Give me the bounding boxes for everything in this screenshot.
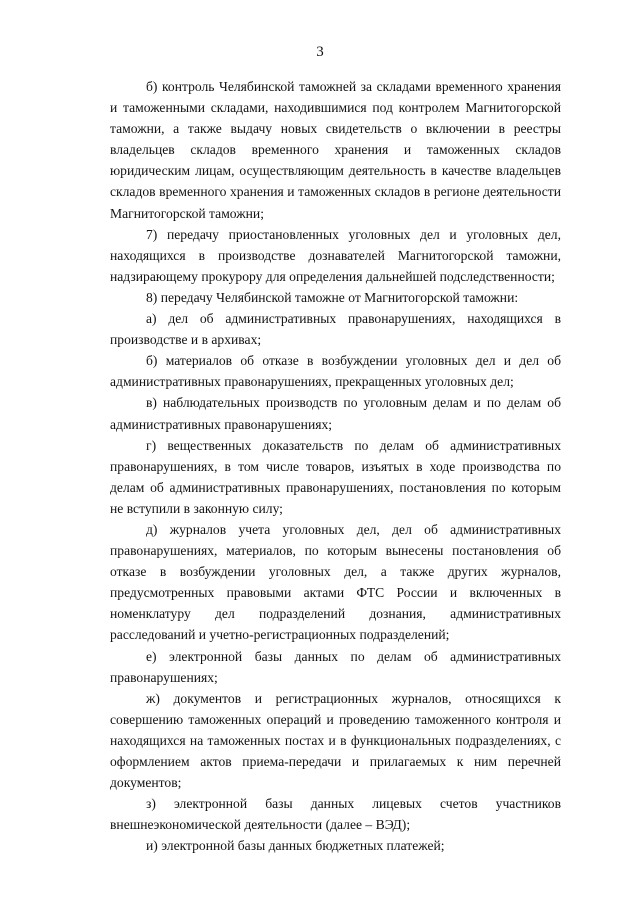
paragraph-8-transfer: 8) передачу Челябинской таможне от Магнитогорской таможни:	[146, 289, 519, 305]
paragraph-8zh: ж) документов и регистрационных журналов, относящихся к совершению таможенных операций и проведению таможенного контроля и находящихся на таможенных постах и в функциональных подразделениях, с оформлением актов приема-передачи и прилагаемых к ним перечней документов;	[110, 690, 561, 791]
document-body	[110, 76, 561, 856]
paragraph-8g: г) вещественных доказательств по делам об административных правонарушениях, в том числе товаров, изъятых в ходе производства по делам об административных правонарушениях, постановления по которым не вступили в законную силу;	[110, 437, 561, 516]
paragraph-8v: в) наблюдательных производств по уголовным делам и по делам об административных правонарушениях;	[110, 395, 561, 432]
paragraph-b-control: б) контроль Челябинской таможней за складами временного хранения и таможенными складами, находившимися под контролем Магнитогорской таможни, а также выдачу новых свидетельств о включении в реестры владельцев складов временного хранения и таможенных складов юридическим лицам, осуществляющим деятельность в качестве владельцев складов временного хранения и таможенных складов в регионе деятельности Магнитогорской таможни;	[110, 79, 561, 221]
paragraph-8z: з) электронной базы данных лицевых счетов участников внешнеэкономической деятельности (далее – ВЭД);	[110, 796, 561, 833]
paragraph-8a: а) дел об административных правонарушениях, находящихся в производстве и в архивах;	[110, 311, 561, 348]
paragraph-8b: б) материалов об отказе в возбуждении уголовных дел и дел об административных правонарушениях, прекращенных уголовных дел;	[110, 353, 561, 390]
paragraph-7-criminal-cases: 7) передачу приостановленных уголовных дел и уголовных дел, находящихся в производстве дознавателей Магнитогорской таможни, надзирающему прокурору для определения дальнейшей подследственности;	[110, 226, 561, 284]
paragraph-8i: и) электронной базы данных бюджетных платежей;	[146, 838, 445, 854]
paragraph-8d: д) журналов учета уголовных дел, дел об административных правонарушениях, материалов, по которым вынесены постановления об отказе в возбуждении уголовных дел, а также других журналов, предусмотренных правовыми актами ФТС России и включенных в номенклатуру дел подразделений дознания, административных расследований и учетно-регистрационных подразделений;	[110, 521, 561, 643]
paragraph-8e: е) электронной базы данных по делам об административных правонарушениях;	[110, 648, 561, 685]
page-number: 3	[316, 44, 324, 60]
